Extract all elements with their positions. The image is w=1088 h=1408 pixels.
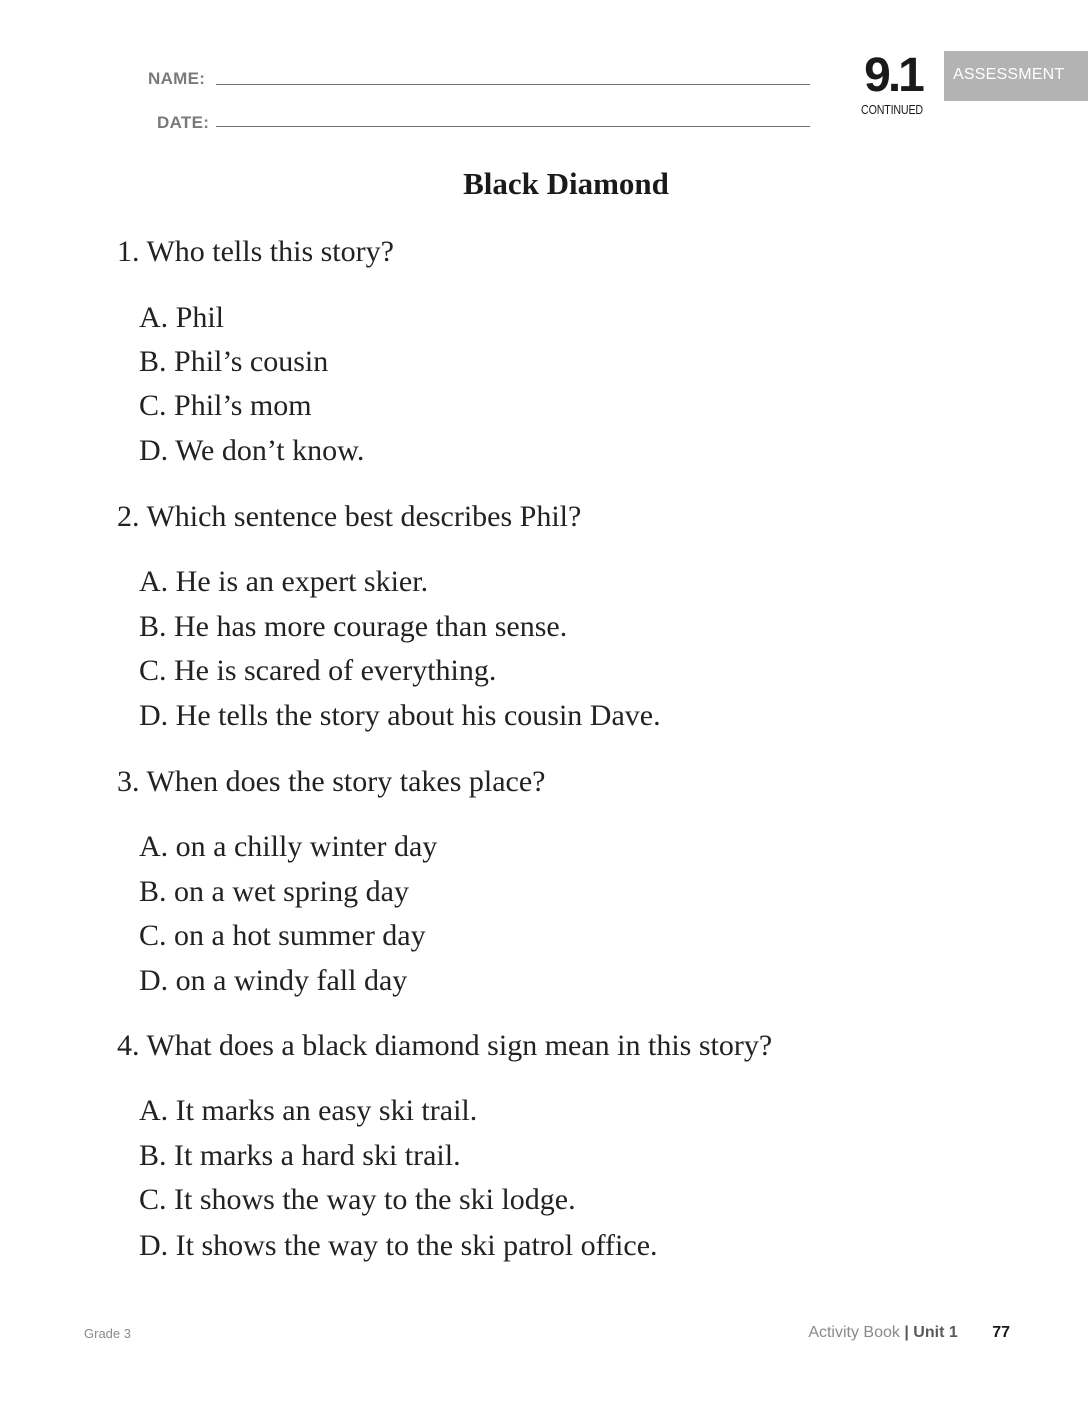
- name-line[interactable]: [216, 84, 810, 85]
- question-1-option-a: A. Phil: [139, 301, 225, 334]
- footer-separator: |: [904, 1324, 909, 1341]
- question-4-option-d: D. It shows the way to the ski patrol office.: [139, 1229, 658, 1262]
- continued-label: CONTINUED: [861, 102, 923, 117]
- question-3-option-d: D. on a windy fall day: [139, 964, 408, 997]
- question-4-option-a: A. It marks an easy ski trail.: [139, 1094, 478, 1127]
- question-4-option-b: B. It marks a hard ski trail.: [139, 1139, 461, 1172]
- question-2-option-a: A. He is an expert skier.: [139, 565, 429, 598]
- question-1-option-d: D. We don’t know.: [139, 434, 365, 467]
- footer-book: Activity Book: [808, 1324, 900, 1341]
- footer-grade: Grade 3: [84, 1326, 131, 1341]
- question-2-option-c: C. He is scared of everything.: [139, 654, 497, 687]
- question-4-option-c: C. It shows the way to the ski lodge.: [139, 1183, 576, 1216]
- question-1: 1. Who tells this story?: [117, 235, 394, 268]
- date-line[interactable]: [216, 126, 810, 127]
- question-2-option-b: B. He has more courage than sense.: [139, 610, 568, 643]
- page-number: 77: [992, 1324, 1010, 1341]
- question-3-option-b: B. on a wet spring day: [139, 875, 409, 908]
- question-2-option-d: D. He tells the story about his cousin Dave.: [139, 699, 661, 732]
- question-3-option-a: A. on a chilly winter day: [139, 830, 438, 863]
- question-2: 2. Which sentence best describes Phil?: [117, 500, 582, 533]
- date-label: DATE:: [157, 113, 210, 132]
- question-3: 3. When does the story takes place?: [117, 765, 546, 798]
- footer-book-info: [808, 1324, 1010, 1342]
- question-4: 4. What does a black diamond sign mean in this story?: [117, 1029, 773, 1062]
- question-1-option-b: B. Phil’s cousin: [139, 345, 329, 378]
- name-label: NAME:: [148, 69, 206, 88]
- assessment-tab: ASSESSMENT: [944, 51, 1088, 101]
- footer-unit: Unit 1: [913, 1324, 958, 1341]
- page-title: Black Diamond: [463, 166, 669, 201]
- question-1-option-c: C. Phil’s mom: [139, 389, 312, 422]
- question-3-option-c: C. on a hot summer day: [139, 919, 426, 952]
- lesson-number: 9.1: [864, 49, 922, 102]
